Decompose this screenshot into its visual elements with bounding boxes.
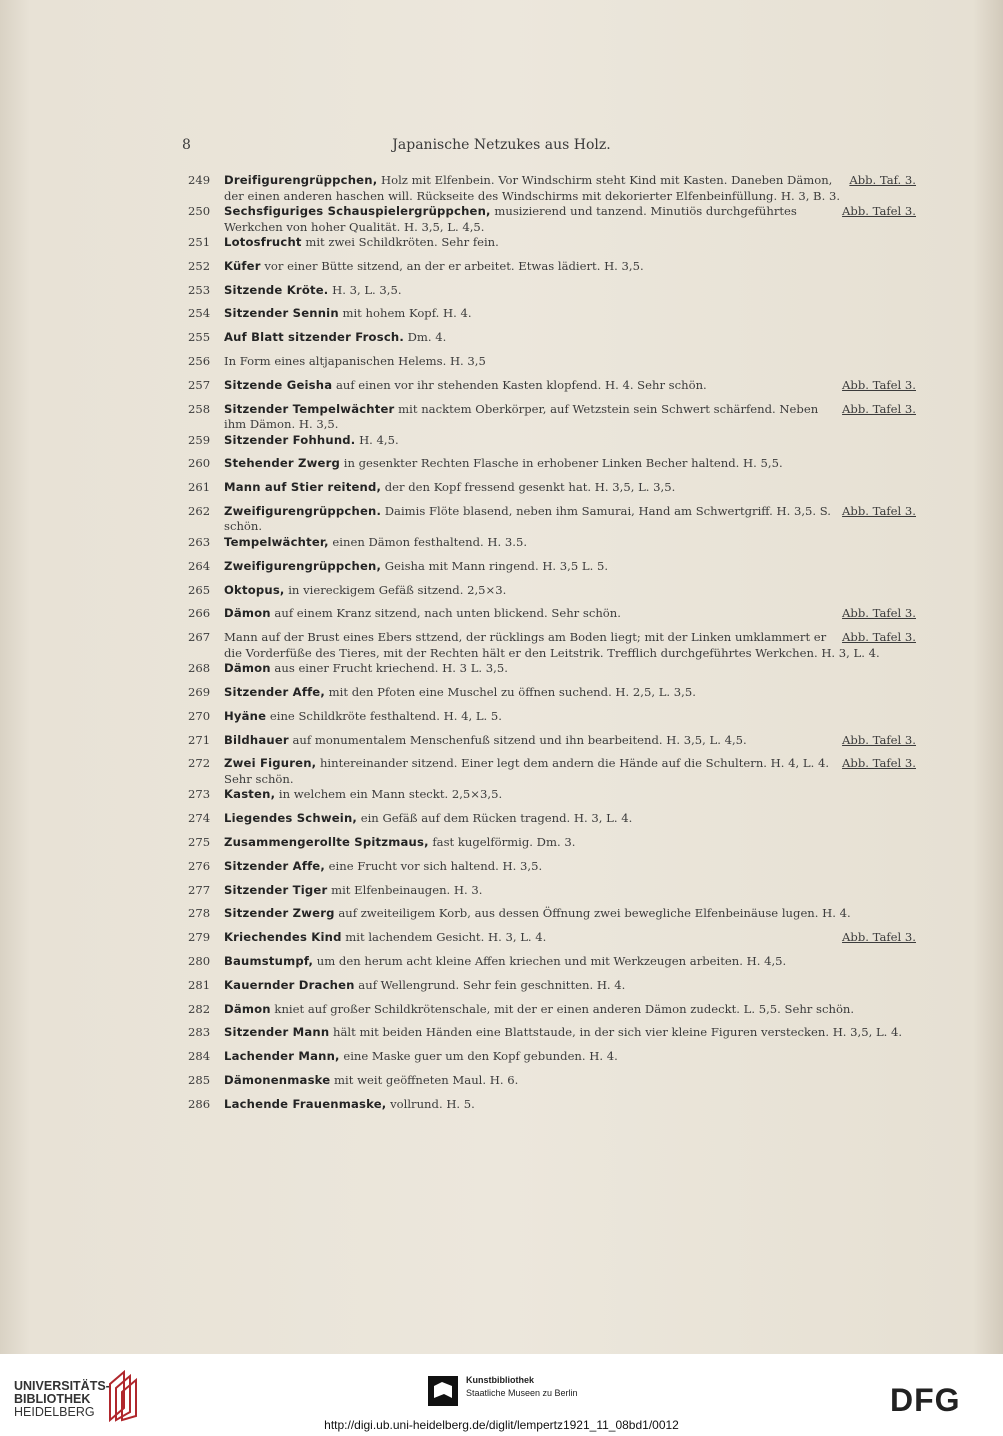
entry-number: 278 [188,906,211,921]
entry-description: auf einem Kranz sitzend, nach unten blickend. Sehr schön. [270,606,621,621]
entry-description: einen Dämon festhaltend. H. 3.5. [328,534,528,549]
catalogue-entry [186,204,916,235]
entry-title: Kauernder Drachen [224,977,355,992]
entry-title: Kriechendes Kind [224,930,342,945]
ub-name-line2: BIBLIOTHEK [14,1392,91,1406]
entry-description: kniet auf großer Schildkrötenschale, mit der er einen anderen Dämon zudeckt. L. 5,5. Sehr schön. [270,1001,855,1016]
entry-title: Sitzender Tiger [224,882,328,897]
catalogue-entry [186,480,916,504]
catalogue-entry [186,330,916,354]
entry-number: 251 [188,235,211,249]
ub-name-line3: HEIDELBERG [14,1405,95,1419]
entry-description: mit nacktem Oberkörper, auf Wetzstein sein Schwert schärfend. Neben ihm Dämon. H. 3,5. [224,401,819,432]
entry-title: Stehender Zwerg [224,456,341,471]
entry-description: eine Schildkröte festhaltend. H. 4, L. 5. [266,708,502,723]
catalogue-entry [186,259,916,283]
entry-number: 267 [188,630,211,645]
entry-description: Holz mit Elfenbein. Vor Windschirm steht Kind mit Kasten. Daneben Dämon, der einen anderen haschen will. Rückseite des Windschirms mit dekorierter Elfenbeinfüllung. H. 3, B. 3. [224,173,841,203]
entry-number: 280 [188,953,211,968]
entry-description: hintereinander sitzend. Einer legt dem andern die Hände auf die Schultern. H. 4, L. 4. Sehr schön. [224,756,830,786]
entry-description: Dm. 4. [403,330,447,345]
entry-number: 266 [188,606,211,621]
entry-title: Sitzende Geisha [224,377,333,392]
entry-description: vollrund. H. 5. [386,1096,475,1111]
catalogue-entry [186,811,916,835]
entry-number: 262 [188,503,211,518]
entry-title: Baumstumpf, [224,953,314,968]
entry-description: auf monumentalem Menschenfuß sitzend und ihn bearbeitend. H. 3,5, L. 4,5. [288,732,747,747]
catalogue-entry [186,906,916,930]
catalogue-entry [186,787,916,811]
plate-reference: Abb. Tafel 3. [842,377,916,392]
catalogue-entry [186,630,916,661]
entry-title: Oktopus, [224,582,285,597]
entry-number: 269 [188,684,211,699]
entry-number: 285 [188,1072,211,1087]
entry-description: mit lachendem Gesicht. H. 3, L. 4. [341,930,547,945]
catalogue-entry [186,354,916,378]
kb-name-line1: Kunstbibliothek [466,1375,534,1385]
catalogue-entry [186,306,916,330]
catalogue-entry [186,283,916,307]
entry-number: 276 [188,858,211,873]
entry-description: auf einen vor ihr stehenden Kasten klopfend. H. 4. Sehr schön. [332,377,707,392]
entry-title: Dämon [224,1001,271,1016]
entry-title: Bildhauer [224,732,289,747]
entry-title: Dreifigurengrüppchen, [224,173,378,187]
entry-number: 253 [188,282,211,297]
entry-number: 264 [188,558,211,573]
entry-description: eine Frucht vor sich haltend. H. 3,5. [324,858,543,873]
entry-title: Sitzende Kröte. [224,282,329,297]
entry-number: 261 [188,480,211,495]
entry-title: Zweifigurengrüppchen, [224,558,382,573]
entry-description: fast kugelförmig. Dm. 3. [428,834,576,849]
catalogue-entry [186,930,916,954]
ub-heidelberg-logo-icon [104,1370,140,1422]
entry-description: H. 3, L. 3,5. [328,282,402,297]
entry-title: Sitzender Affe, [224,858,325,873]
entry-number: 277 [188,882,211,897]
entry-title: Dämon [224,606,271,621]
catalogue-entry [186,235,916,259]
entry-number: 256 [188,353,211,368]
entry-description: in viereckigem Gefäß sitzend. 2,5×3. [284,582,507,597]
entry-number: 281 [188,977,211,992]
catalogue-entry [186,883,916,907]
entry-description: auf zweiteiligem Korb, aus dessen Öffnung zwei bewegliche Elfenbeinäuse lugen. H. 4. [334,906,851,921]
entry-number: 254 [188,306,211,321]
entry-number: 260 [188,456,211,471]
entry-title: Lachende Frauenmaske, [224,1096,387,1111]
entry-title: Sitzender Sennin [224,306,339,321]
entry-number: 279 [188,930,211,945]
entry-description: Mann auf der Brust eines Ebers sttzend, der rücklings am Boden liegt; mit der Linken umklammert er die Vorderfüße des Tieres, mit der Rechten hält er den Leitstrik. Trefflich durchgeführtes Werkchen. H. 3, L. 4. [224,630,880,660]
entry-title: Dämon [224,661,271,676]
entry-description: mit Elfenbeinaugen. H. 3. [327,882,483,897]
plate-reference: Abb. Tafel 3. [842,204,916,218]
entry-number: 273 [188,787,211,802]
entry-description: aus einer Frucht kriechend. H. 3 L. 3,5. [270,661,508,676]
entry-title: Zweifigurengrüppchen. [224,503,382,518]
plate-reference: Abb. Tafel 3. [842,630,916,645]
entry-description: eine Maske guer um den Kopf gebunden. H. 4. [339,1049,618,1064]
entry-title: Sitzender Fohhund. [224,432,356,447]
plate-reference: Abb. Tafel 3. [842,606,916,621]
entry-description: mit zwei Schildkröten. Sehr fein. [301,235,499,249]
entry-title: Hyäne [224,708,267,723]
entry-title: Sechsfiguriges Schauspielergrüppchen, [224,204,491,218]
catalogue-entry [186,756,916,787]
entry-title: Lachender Mann, [224,1049,340,1064]
catalogue-entry [186,1049,916,1073]
entry-number: 274 [188,811,211,826]
entry-title: Kasten, [224,787,276,802]
entry-number: 272 [188,756,211,771]
entry-number: 258 [188,401,211,416]
plate-reference: Abb. Tafel 3. [842,756,916,771]
entry-description: vor einer Bütte sitzend, an der er arbeitet. Etwas lädiert. H. 3,5. [260,258,644,273]
entry-title: Mann auf Stier reitend, [224,480,382,495]
kunstbibliothek-name [466,1374,666,1400]
catalogue-entry [186,402,916,433]
entry-number: 263 [188,534,211,549]
entry-description: der den Kopf fressend gesenkt hat. H. 3,5, L. 3,5. [381,480,676,495]
entry-number: 257 [188,377,211,392]
entry-description: mit weit geöffneten Maul. H. 6. [330,1072,519,1087]
entry-title: Sitzender Tempelwächter [224,401,395,416]
kb-name-line2: Staatliche Museen zu Berlin [466,1388,578,1398]
entry-number: 249 [188,173,211,187]
entry-description: in welchem ein Mann steckt. 2,5×3,5. [275,787,503,802]
catalogue-entry [186,606,916,630]
entry-number: 282 [188,1001,211,1016]
catalogue-entry [186,1097,916,1121]
catalogue-entry [186,433,916,457]
catalogue-entries [186,173,916,1121]
entry-number: 255 [188,330,211,345]
permalink-url[interactable]: http://digi.ub.uni-heidelberg.de/diglit/lempertz1921_11_08bd1/0012 [324,1418,679,1432]
catalogue-entry [186,954,916,978]
catalogue-entry [186,709,916,733]
entry-title: Sitzender Zwerg [224,906,335,921]
entry-number: 270 [188,708,211,723]
plate-reference: Abb. Taf. 3. [849,173,916,187]
entry-number: 275 [188,834,211,849]
entry-number: 284 [188,1049,211,1064]
ub-name-line1: UNIVERSITÄTS- [14,1379,110,1393]
plate-reference: Abb. Tafel 3. [842,732,916,747]
entry-title: Sitzender Affe, [224,684,325,699]
entry-description: hält mit beiden Händen eine Blattstaude, in der sich vier kleine Figuren verstecken. H. 3,5, L. 4. [329,1025,903,1040]
page-number: 8 [182,137,191,153]
entry-title: Lotosfrucht [224,235,302,249]
entry-number: 265 [188,582,211,597]
entry-description: um den herum acht kleine Affen kriechen und mit Werkzeugen arbeiten. H. 4,5. [313,953,787,968]
catalogue-entry [186,583,916,607]
ub-heidelberg-name [14,1380,114,1419]
catalogue-entry [186,378,916,402]
entry-description: Geisha mit Mann ringend. H. 3,5 L. 5. [381,558,609,573]
entry-number: 259 [188,432,211,447]
catalogue-entry [186,835,916,859]
entry-number: 286 [188,1096,211,1111]
entry-description: Daimis Flöte blasend, neben ihm Samurai, Hand am Schwertgriff. H. 3,5. S. schön. [224,503,831,534]
entry-title: Sitzender Mann [224,1025,330,1040]
catalogue-entry [186,173,916,204]
entry-description: ein Gefäß auf dem Rücken tragend. H. 3, L. 4. [357,811,633,826]
catalogue-entry [186,733,916,757]
entry-description: auf Wellengrund. Sehr fein geschnitten. H. 4. [354,977,626,992]
catalogue-entry [186,456,916,480]
entry-description: mit den Pfoten eine Muschel zu öffnen suchend. H. 2,5, L. 3,5. [324,684,696,699]
footer [0,1354,1003,1436]
entry-number: 283 [188,1025,211,1040]
dfg-logo: DFG [890,1382,961,1418]
entry-number: 252 [188,258,211,273]
entry-description: In Form eines altjapanischen Helems. H. 3,5 [224,353,486,368]
catalogue-entry [186,1025,916,1049]
catalogue-entry [186,685,916,709]
entry-description: in gesenkter Rechten Flasche in erhobener Linken Becher haltend. H. 5,5. [340,456,783,471]
catalogue-entry [186,661,916,685]
entry-title: Tempelwächter, [224,534,329,549]
entry-title: Auf Blatt sitzender Frosch. [224,330,404,345]
catalogue-entry [186,1073,916,1097]
entry-number: 268 [188,661,211,676]
entry-title: Küfer [224,258,261,273]
entry-title: Dämonenmaske [224,1072,331,1087]
plate-reference: Abb. Tafel 3. [842,930,916,945]
plate-reference: Abb. Tafel 3. [842,503,916,518]
entry-description: mit hohem Kopf. H. 4. [338,306,472,321]
entry-description: H. 4,5. [355,432,399,447]
entry-description: musizierend und tanzend. Minutiös durchgeführtes Werkchen von hoher Qualität. H. 3,5, L. 4,5. [224,204,797,234]
catalogue-entry [186,559,916,583]
entry-title: Zwei Figuren, [224,756,317,771]
kunstbibliothek-logo-icon [428,1376,458,1406]
catalogue-entry [186,1002,916,1026]
catalogue-entry [186,859,916,883]
entry-title: Liegendes Schwein, [224,811,358,826]
entry-title: Zusammengerollte Spitzmaus, [224,834,429,849]
plate-reference: Abb. Tafel 3. [842,401,916,416]
catalogue-entry [186,535,916,559]
running-title: Japanische Netzukes aus Holz. [392,137,611,153]
entry-number: 250 [188,204,211,218]
catalogue-entry [186,978,916,1002]
entry-number: 271 [188,732,211,747]
catalogue-entry [186,504,916,535]
